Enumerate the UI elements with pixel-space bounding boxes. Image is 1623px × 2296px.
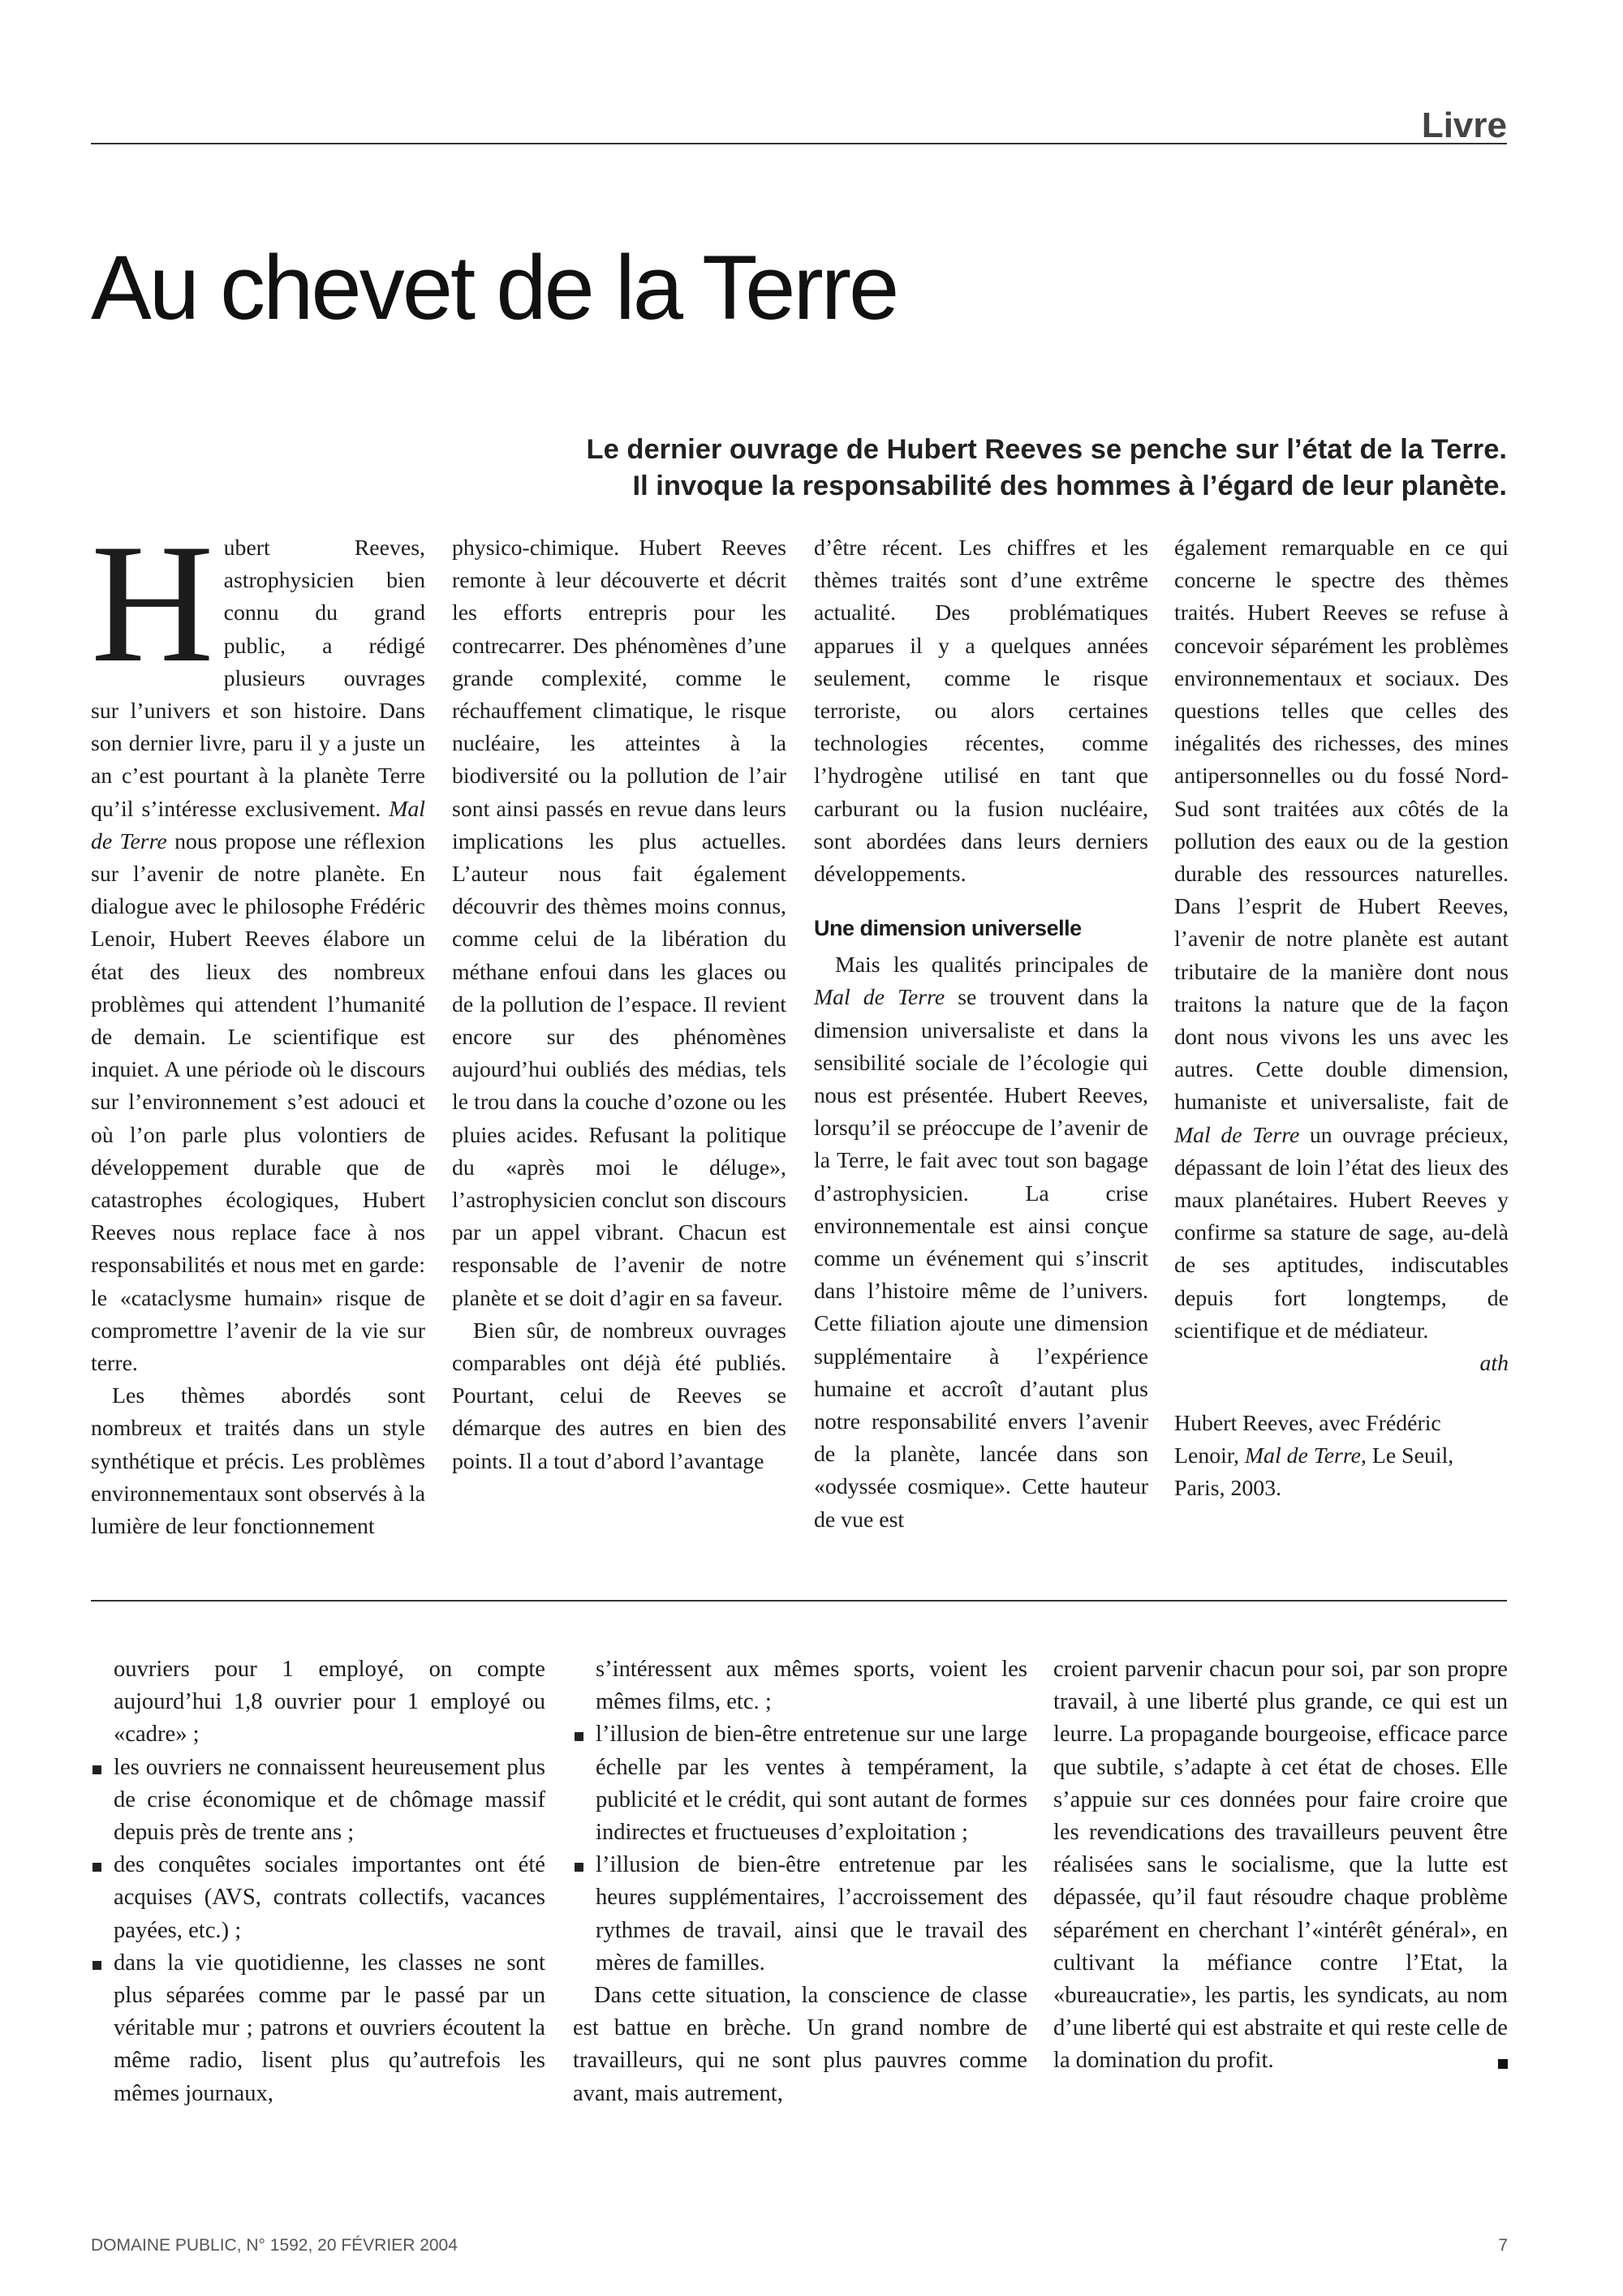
paragraph: d’être récent. Les chiffres et les thèmes traités sont d’une extrême actualité. Des problématiques apparues il y a quelques années seulement, comme le risque terroriste, ou alors certaines technologies récentes, comme l’hydrogène utilisé en tant que carburant ou la fusion nucléaire, sont abordées dans leurs derniers développements. bbox=[814, 535, 1148, 888]
paragraph: Bien sûr, de nombreux ouvrages comparables ont déjà été publiés. Pourtant, celui de Reeves se démarque des autres en bien des points. Il a tout d’abord l’avantage bbox=[452, 1318, 786, 1474]
page-number: 7 bbox=[1498, 2236, 1508, 2255]
list-item: des conquêtes sociales importantes ont été acquises (AVS, contrats collectifs, vacances payées, etc.) ; bbox=[91, 1849, 545, 1947]
author-signature: ath bbox=[1479, 1351, 1509, 1377]
section-divider bbox=[91, 1600, 1507, 1602]
article-column-2 bbox=[452, 532, 786, 1478]
continued-column-1 bbox=[91, 1653, 545, 2110]
article-column-3 bbox=[814, 532, 1148, 1537]
book-title: Mal de Terre bbox=[1174, 1122, 1300, 1148]
continued-column-3 bbox=[1053, 1653, 1508, 2078]
book-reference: Hubert Reeves, avec Frédéric Lenoir, Mal de Terre, Le Seuil, Paris, 2003. bbox=[1174, 1411, 1454, 1502]
paragraph: Hubert Reeves, astrophysicien bien connu du grand public, a rédigé plusieurs ouvrages sur l’univers et son histoire. Dans son dernier livre, paru il y a juste un an c’est pourtant à la planète Terre qu’il s’intéresse exclusivement. Mal de Terre nous propose une réflexion sur l’avenir de notre planète. En dialogue avec le philosophe Frédéric Lenoir, Hubert Reeves élabore un état des lieux des nombreux problèmes qui attendent l’humanité de demain. Le scientifique est inquiet. A une période où le discours sur l’environnement s’est adouci et où l’on parle plus volontiers de développement durable que de catastrophes écologiques, Hubert Reeves nous replace face à nos responsabilités et nous met en garde: le «cataclysme humain» risque de compromettre l’avenir de la vie sur terre. bbox=[91, 510, 426, 1377]
book-title: Mal de Terre bbox=[91, 796, 425, 854]
drop-cap: H bbox=[91, 510, 214, 698]
subheading: Une dimension universelle bbox=[814, 916, 1082, 941]
book-title: Mal de Terre bbox=[814, 985, 945, 1011]
paragraph: Les thèmes abordés sont nombreux et traités dans un style synthétique et précis. Les problèmes environnementaux sont observés à la lumière de leur fonctionnement bbox=[91, 1383, 425, 1540]
continued-text: ouvriers pour 1 employé, on compte aujourd’hui 1,8 ouvrier pour 1 employé ou «cadre» ; bbox=[114, 1657, 545, 1748]
lede-line-2: Il invoque la responsabilité des hommes à l’égard de leur planète. bbox=[632, 471, 1507, 501]
bullet-list bbox=[573, 1718, 1027, 1980]
article-title: Au chevet de la Terre bbox=[91, 237, 898, 338]
list-item: l’illusion de bien-être entretenue par les heures supplémentaires, l’accroissement des rythmes de travail, ainsi que le travail des mères de familles. bbox=[573, 1849, 1027, 1980]
continued-text: s’intéressent aux mêmes sports, voient les mêmes films, etc. ; bbox=[596, 1657, 1027, 1715]
paragraph: physico-chimique. Hubert Reeves remonte à leur découverte et décrit les efforts entrepris pour les contrecarrer. Des phénomènes d’une grande complexité, comme le réchauffement climatique, le risque nucléaire, les atteintes à la biodiversité ou la pollution de l’air sont ainsi passés en revue dans leurs implications les plus actuelles. L’auteur nous fait également découvrir des thèmes moins connus, comme celui de la libération du méthane enfoui dans les glaces ou de la pollution de l’espace. Il revient encore sur des phénomènes aujourd’hui oubliés des médias, tels le trou dans la couche d’ozone ou les pluies acides. Refusant la politique du «après moi le déluge», l’astrophysicien conclut son discours par un appel vibrant. Chacun est responsable de l’avenir de notre planète et se doit d’agir en sa faveur. bbox=[452, 535, 786, 1311]
lede-line-1: Le dernier ouvrage de Hubert Reeves se penche sur l’état de la Terre. bbox=[586, 434, 1507, 465]
continued-column-2 bbox=[573, 1653, 1027, 2110]
list-item: les ouvriers ne connaissent heureusement plus de crise économique et de chômage massif depuis près de trente ans ; bbox=[91, 1752, 545, 1850]
article-lede bbox=[91, 432, 1507, 505]
paragraph: également remarquable en ce qui concerne le spectre des thèmes traités. Hubert Reeves se refuse à concevoir séparément les problèmes environnementaux et sociaux. Des questions telles que celles des inégalités des richesses, des mines antipersonnelles ou du fossé Nord-Sud sont traitées aux côtés de la pollution des eaux ou de la gestion durable des ressources naturelles. Dans l’esprit de Hubert Reeves, l’avenir de notre planète est autant tributaire de la manière dont nous traitons la nature que de la façon dont nous vivons les uns avec les autres. Cette double dimension, humaniste et universaliste, fait de Mal de Terre un ouvrage précieux, dépassant de loin l’état des lieux des maux planétaires. Hubert Reeves y confirme sa stature de sage, au-delà de ses aptitudes, indiscutables depuis fort longtemps, de scientifique et de médiateur. bbox=[1174, 535, 1509, 1344]
end-mark-icon bbox=[1498, 2059, 1508, 2069]
section-label: Livre bbox=[1421, 105, 1507, 145]
article-column-1 bbox=[91, 510, 426, 1543]
paragraph: croient parvenir chacun pour soi, par son propre travail, à une liberté plus grande, ce qui est un leurre. La propagande bourgeoise, efficace parce que subtile, s’adapte à cet état de choses. Elle s’appuie sur ces données pour faire croire que les revendications des travailleurs peuvent être réalisées sans le socialisme, que la lutte est dépassée, qu’il faut résoudre chaque problème séparément en cherchant l’«intérêt général», en cultivant la méfiance contre l’Etat, la «bureaucratie», les partis, les syndicats, au nom d’une liberté qui est abstraite et qui reste celle de la domination du profit. bbox=[1053, 1657, 1508, 2074]
book-title: Mal de Terre bbox=[1244, 1443, 1361, 1469]
header-rule bbox=[91, 143, 1507, 144]
list-item: l’illusion de bien-être entretenue sur une large échelle par les ventes à tempérament, la publicité et le crédit, qui sont autant de formes indirectes et fructueuses d’exploitation ; bbox=[573, 1718, 1027, 1849]
footer-publication: DOMAINE PUBLIC, N° 1592, 20 FÉVRIER 2004 bbox=[91, 2236, 458, 2255]
bullet-list bbox=[91, 1752, 545, 2110]
paragraph: Dans cette situation, la conscience de classe est battue en brèche. Un grand nombre de travailleurs, qui ne sont plus pauvres comme avant, mais autrement, bbox=[573, 1983, 1027, 2106]
list-item: dans la vie quotidienne, les classes ne sont plus séparées comme par le passé par un véritable mur ; patrons et ouvriers écoutent la même radio, lisent plus qu’autrefois les mêmes journaux, bbox=[91, 1947, 545, 2110]
article-column-4 bbox=[1174, 532, 1509, 1505]
paragraph: Mais les qualités principales de Mal de Terre se trouvent dans la dimension universaliste et dans la sensibilité sociale de l’écologie qui nous est présentée. Hubert Reeves, lorsqu’il se préoccupe de l’avenir de la Terre, le fait avec tout son bagage d’astrophysicien. La crise environnementale est ainsi conçue comme un événement qui s’inscrit dans l’histoire même de l’univers. Cette filiation ajoute une dimension supplémentaire à l’expérience humaine et accroît d’autant plus notre responsabilité envers l’avenir de la planète, lancée dans son «odyssée cosmique». Cette hauteur de vue est bbox=[814, 952, 1148, 1533]
